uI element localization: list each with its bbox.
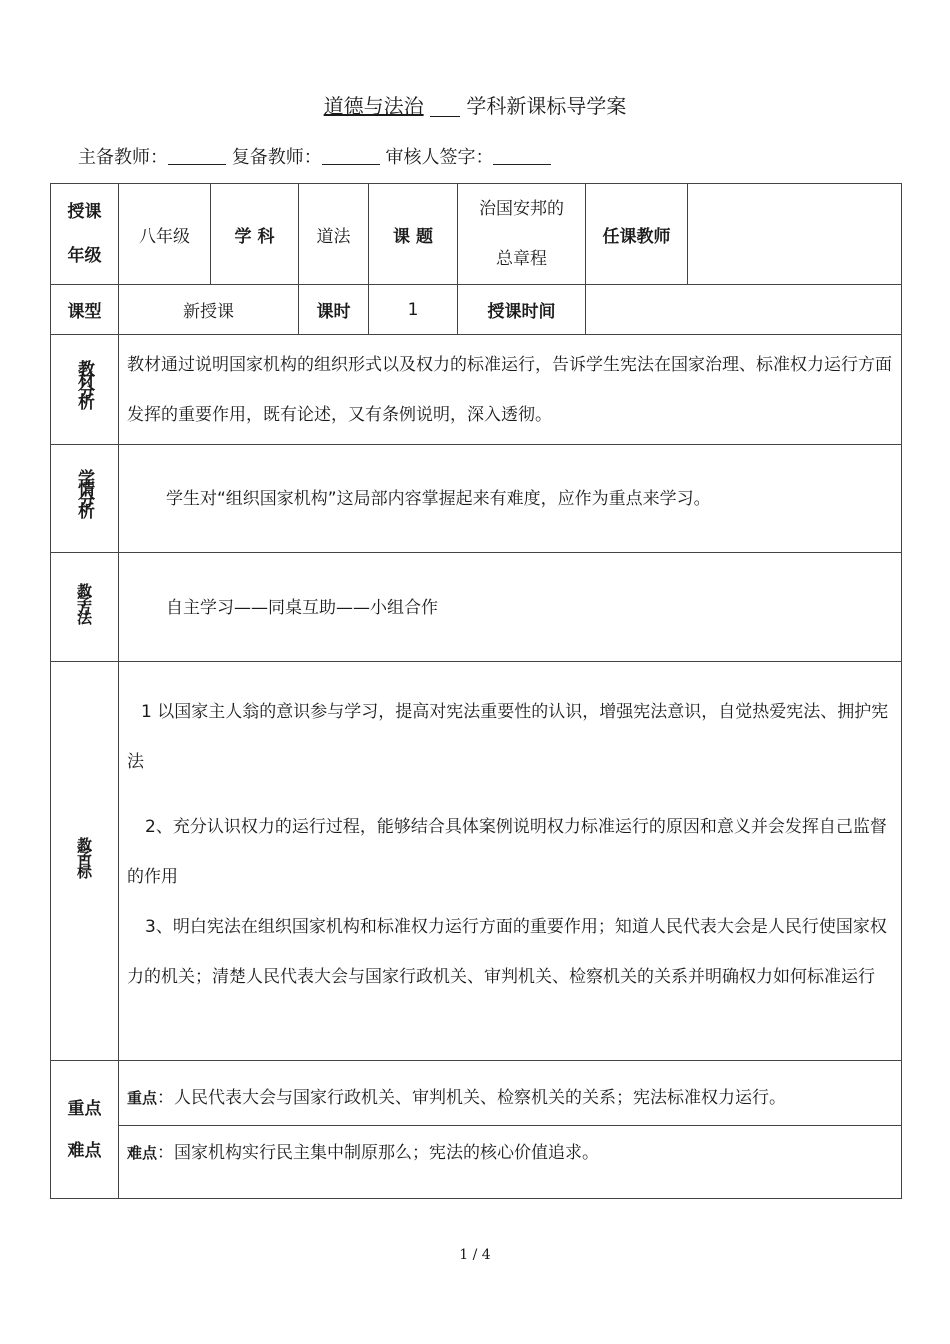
grade-label: 授课年级 [51, 184, 119, 285]
keypoints-label: 重点 难点 [51, 1061, 119, 1199]
key-point: 重点：人民代表大会与国家行政机关、审判机关、检察机关的关系；宪法标准权力运行。 [127, 1088, 787, 1108]
keypoints-cell [119, 1061, 902, 1199]
student-text: 学生对“组织国家机构”这局部内容掌握起来有难度，应作为重点来学习。 [119, 445, 902, 553]
title-subject: 道德与法治 [323, 94, 424, 118]
analysis-text: 教材通过说明国家机构的组织形式以及权力的标准运行，告诉学生宪法在国家治理、标准权力运行方面发挥的重要作用，既有论述，又有条例说明，深入透彻。 [119, 335, 902, 445]
title-rest: 学科新课标导学案 [466, 94, 627, 118]
goals-cell [119, 662, 902, 1061]
analysis-label: 教材分析 [74, 359, 94, 404]
teacher-label: 任课教师 [586, 184, 688, 285]
hours-value: 1 [369, 285, 458, 335]
type-value: 新授课 [119, 285, 299, 335]
signature-line [78, 143, 551, 169]
goals-label: 教学目标 [75, 837, 93, 873]
title-underline-gap [430, 96, 460, 117]
subject-value: 道法 [299, 184, 369, 285]
reviewer-label: 审核人签字： [385, 147, 494, 168]
method-label-cell [51, 553, 119, 662]
goals-label-cell [51, 662, 119, 1061]
co-teacher-blank[interactable] [322, 146, 380, 165]
lead-teacher-blank[interactable] [168, 146, 226, 165]
page-number: 1 / 4 [459, 1247, 491, 1263]
student-label: 学情分析 [74, 468, 94, 513]
reviewer-blank[interactable] [493, 146, 551, 165]
analysis-label-cell [51, 335, 119, 445]
time-value[interactable] [586, 285, 902, 335]
difficult-point: 难点：国家机构实行民主集中制原那么；宪法的核心价值追求。 [119, 1125, 901, 1180]
grade-value: 八年级 [119, 184, 211, 285]
teacher-value[interactable] [688, 184, 902, 285]
subject-label: 学 科 [211, 184, 299, 285]
goal-item-3: 3、明白宪法在组织国家机构和标准权力运行方面的重要作用；知道人民代表大会是人民行使国家权力的机关；清楚人民代表大会与国家行政机关、审判机关、检察机关的关系并明确权力如何标准运行 [127, 917, 887, 987]
lead-teacher-label: 主备教师： [78, 147, 168, 168]
co-teacher-label: 复备教师： [231, 147, 322, 168]
method-label: 教学方法 [75, 583, 93, 619]
page-title [0, 90, 950, 119]
topic-value: 治国安邦的总章程 [458, 184, 586, 285]
topic-label: 课 题 [369, 184, 458, 285]
method-text: 自主学习——同桌互助——小组合作 [119, 553, 902, 662]
hours-label: 课时 [299, 285, 369, 335]
goal-item-2: 2、充分认识权力的运行过程，能够结合具体案例说明权力标准运行的原因和意义并会发挥自己监督的作用 [127, 817, 887, 887]
lesson-plan-table [50, 183, 902, 1199]
type-label: 课型 [51, 285, 119, 335]
student-label-cell [51, 445, 119, 553]
time-label: 授课时间 [458, 285, 586, 335]
goal-item-1: 1 以国家主人翁的意识参与学习，提高对宪法重要性的认识，增强宪法意识，自觉热爱宪法、拥护宪法 [127, 702, 889, 772]
